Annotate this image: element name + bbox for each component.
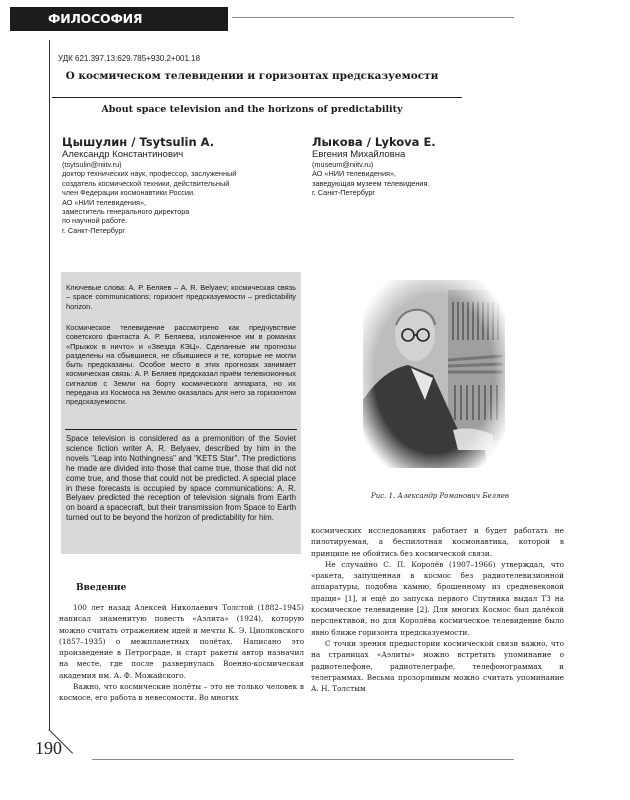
abstract-en: Space television is considered as a premonition of the Soviet science fiction writer A. R. Belyaev, described by him in the novels "Leap into Nothingness" and "KETS Star". The predictions he made are divided into those that came true, those that did not come true, and those that could not be predicted. A special place in these forecasts is occupied by space communications: A. R. Belyaev predicted the reception of television signals from Earth on board a spacecraft, but their transmission from Space to Earth turned out to be beyond the horizon of predictability for him. — [66, 434, 296, 523]
margin-rule — [49, 40, 50, 730]
body-column-right — [311, 525, 564, 694]
author-detail: г. Санкт-Петербург — [312, 188, 376, 198]
author-detail: АО «НИИ телевидения», — [62, 197, 147, 207]
section-banner: ФИЛОСОФИЯ ИНФОРМАЦИИ — [10, 7, 228, 31]
body-paragraph: Не случайно С. П. Королёв (1907–1966) утверждал, что «ракета, запущенная в космос без радиотелевизионной аппаратуры, подобна камню, брошенному из средневековой пращи» [1], и ещё до запуска первого Спутника выдал ТЗ на космическое телевидение [2]. Для многих Космос был далёкой перспективой, но для Королёва космическое телевидение было явно ближе горизонта предсказуемости. — [311, 559, 564, 637]
udk-code: УДК 621.397.13:629.785+930.2+001.18 — [58, 54, 201, 63]
body-paragraph: С точки зрения предыстории космической связи важно, что на страницах «Аэлиты» можно встретить упоминание о радиотелефоне, радиотелеграфе, телефонограммах и телеграммах. Весьма прозорливым можно считать упоминание А. Н. Толстым — [311, 638, 564, 694]
author-detail: АО «НИИ телевидения», — [312, 169, 397, 179]
author-block — [312, 136, 542, 198]
footer-rule — [92, 759, 514, 760]
author-fullname: Евгения Михайловна — [312, 149, 406, 160]
portrait-figure — [363, 280, 505, 468]
author-name: Цышулин / Tsytsulin A. — [62, 135, 215, 149]
body-paragraph: космических исследованиях работает и будет работать не пилотируемая, а беспилотная космонавтика, которой в принципе не обойтись без космической связи. — [311, 526, 564, 558]
title-divider — [52, 97, 462, 98]
page-number: 190 — [35, 738, 62, 758]
author-detail: заведующая музеем телевидения. — [312, 178, 430, 188]
author-name: Лыкова / Lykova E. — [312, 135, 436, 149]
header-rule — [232, 17, 514, 18]
section-heading: Введение — [76, 583, 127, 593]
author-detail: член Федерации космонавтики России. — [62, 188, 196, 198]
author-block — [62, 136, 292, 235]
figure-caption: Рис. 1. Александр Романович Беляев — [371, 492, 509, 500]
author-email[interactable]: (museum@niitv.ru) — [312, 160, 374, 169]
body-paragraph: Важно, что космические полёты – это не только человек в космосе, его работа в невесомости. Во многих — [59, 682, 304, 703]
abstract-ru: Космическое телевидение рассмотрено как предчувствие советского фантаста А. Р. Беляева, изложенное им в романах «Прыжок в ничто» и «Звезда КЭЦ». Сделанные им прогнозы разделены на сбывшиеся, не сбывшиеся и те, которые не могли быть предсказаны. Особое место в этих прогнозах занимает космическая связь: А. Р. Беляев предсказал приём телевизионных сигналов с Земли на борту космического аппарата, но их передача из Космоса на Землю оказалась для него за горизонтом предсказуемости. — [66, 323, 296, 407]
body-paragraph: 100 лет назад Алексей Николаевич Толстой (1882–1945) написал знаменитую повесть «Аэлита» (1924), которую можно считать отражением идей и мечты К. Э. Циолковского (1857–1935) о межпланетных полётах. Написано это произведение в Петрограде, и старт ракеты автор назначил на месте, где после развернулась Военно-космическая академия им. А. Ф. Можайского. — [59, 603, 304, 680]
author-detail: г. Санкт-Петербург — [62, 225, 126, 235]
keywords: Ключевые слова: А. Р. Беляев – A. R. Belyaev; космическая связь – space communications; горизонт предсказуемости – predictability horizon. — [66, 283, 296, 311]
body-column-left — [59, 602, 304, 704]
abstract-box — [61, 272, 301, 554]
author-fullname: Александр Константинович — [62, 149, 184, 160]
author-email[interactable]: (tsytsulin@niitv.ru) — [62, 160, 122, 169]
abstract-divider — [65, 429, 297, 430]
author-detail: доктор технических наук, профессор, заслуженный — [62, 169, 237, 179]
author-detail: создатель космической техники, действительный — [62, 178, 230, 188]
article-title-ru: О космическом телевидении и горизонтах предсказуемости — [65, 70, 439, 82]
author-detail: заместитель генерального директора — [62, 207, 190, 217]
author-detail: по научной работе. — [62, 216, 128, 226]
article-title-en: About space television and the horizons of predictability — [101, 104, 403, 115]
